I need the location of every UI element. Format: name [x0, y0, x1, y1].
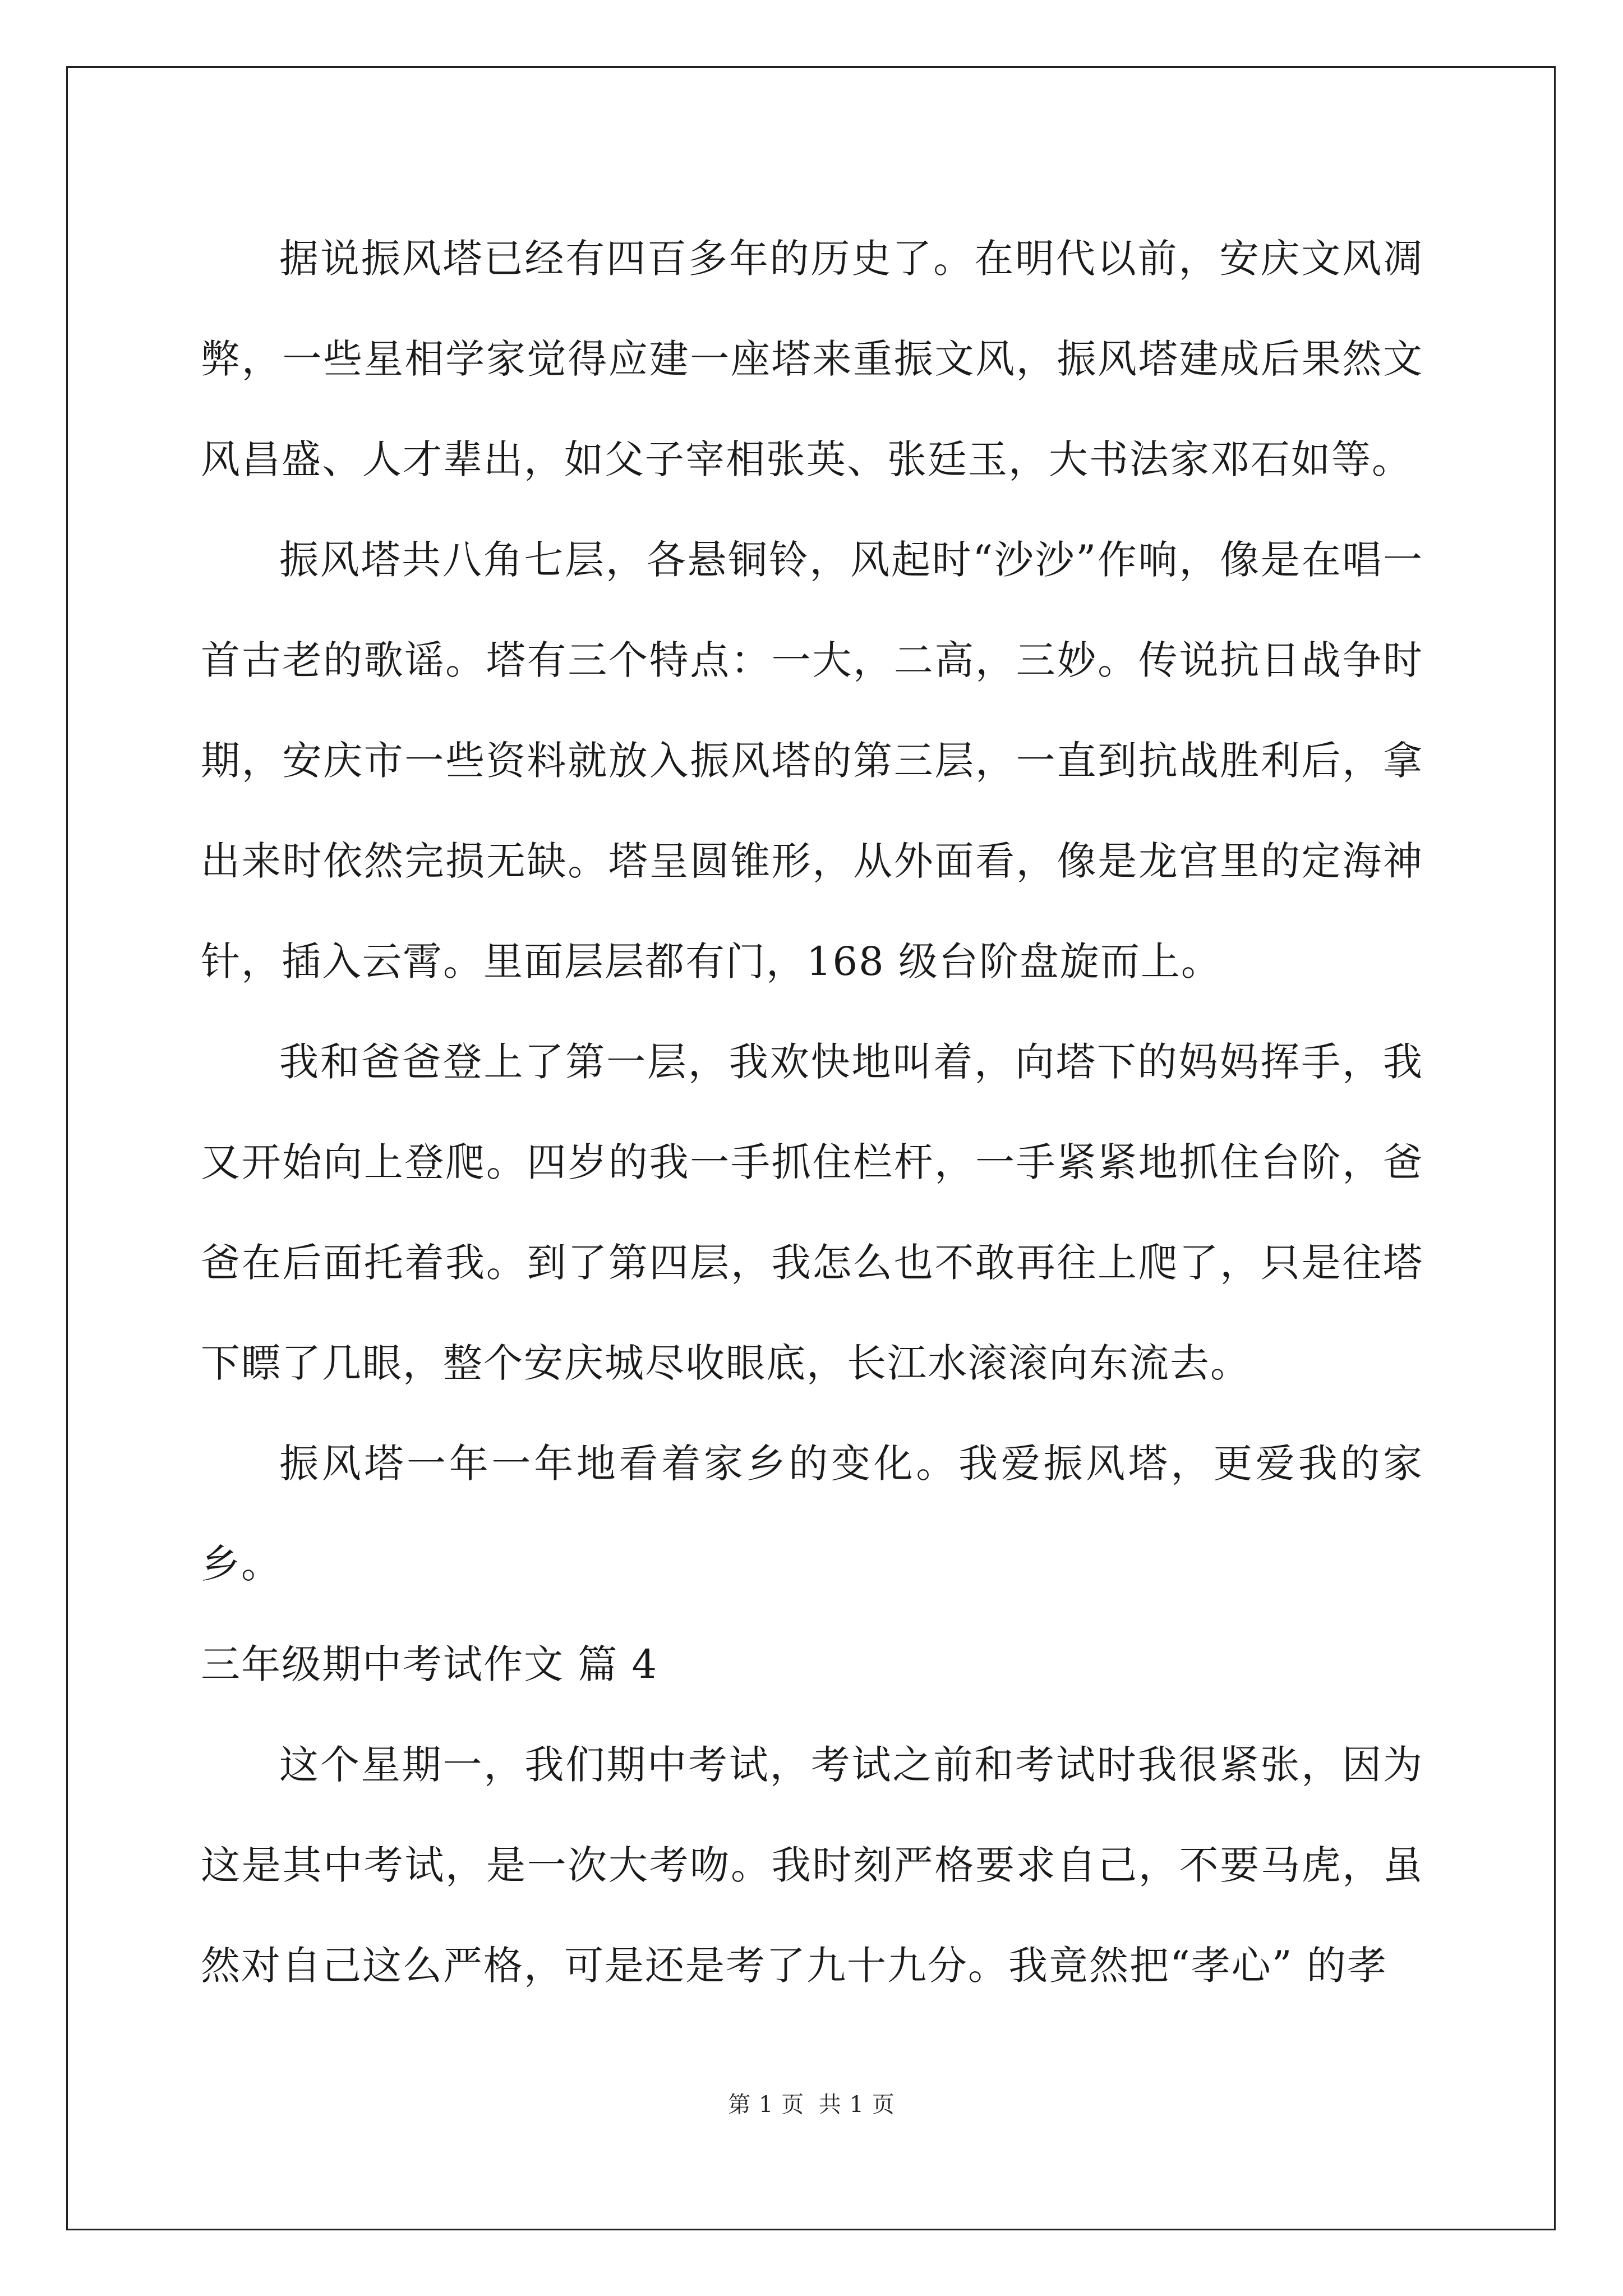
section-heading: 三年级期中考试作文 篇 4 — [201, 1641, 658, 1687]
paragraph: 振风塔一年一年地看着家乡的变化。我爱振风塔，更爱我的家乡。 — [201, 1441, 1423, 1587]
paragraph: 据说振风塔已经有四百多年的历史了。在明代以前，安庆文风凋弊，一些星相学家觉得应建一座塔来重振文风，振风塔建成后果然文风昌盛、人才辈出，如父子宰相张英、张廷玉，大书法家邓石如等。 — [201, 236, 1423, 482]
paragraph: 这个星期一，我们期中考试，考试之前和考试时我很紧张，因为这是其中考试，是一次大考吻。我时刻严格要求自己，不要马虎，虽然对自己这么严格，可是还是考了九十九分。我竟然把“孝心” 的孝 — [201, 1742, 1423, 1989]
paragraph: 振风塔共八角七层，各悬铜铃，风起时“沙沙”作响，像是在唱一首古老的歌谣。塔有三个特点：一大，二高，三妙。传说抗日战争时期，安庆市一些资料就放入振风塔的第三层，一直到抗战胜利后，拿出来时依然完损无缺。塔呈圆锥形，从外面看，像是龙宫里的定海神针，插入云霄。里面层层都有门，168 级台阶盘旋而上。 — [201, 537, 1423, 984]
document-body — [201, 209, 1423, 2016]
page-total: 共 1 页 — [818, 2092, 895, 2118]
page-footer — [0, 2087, 1623, 2119]
paragraph: 我和爸爸登上了第一层，我欢快地叫着，向塔下的妈妈挥手，我又开始向上登爬。四岁的我一手抓住栏杆，一手紧紧地抓住台阶，爸爸在后面托着我。到了第四层，我怎么也不敢再往上爬了，只是往塔下瞟了几眼，整个安庆城尽收眼底，长江水滚滚向东流去。 — [201, 1039, 1423, 1386]
page-number: 第 1 页 — [728, 2092, 805, 2118]
